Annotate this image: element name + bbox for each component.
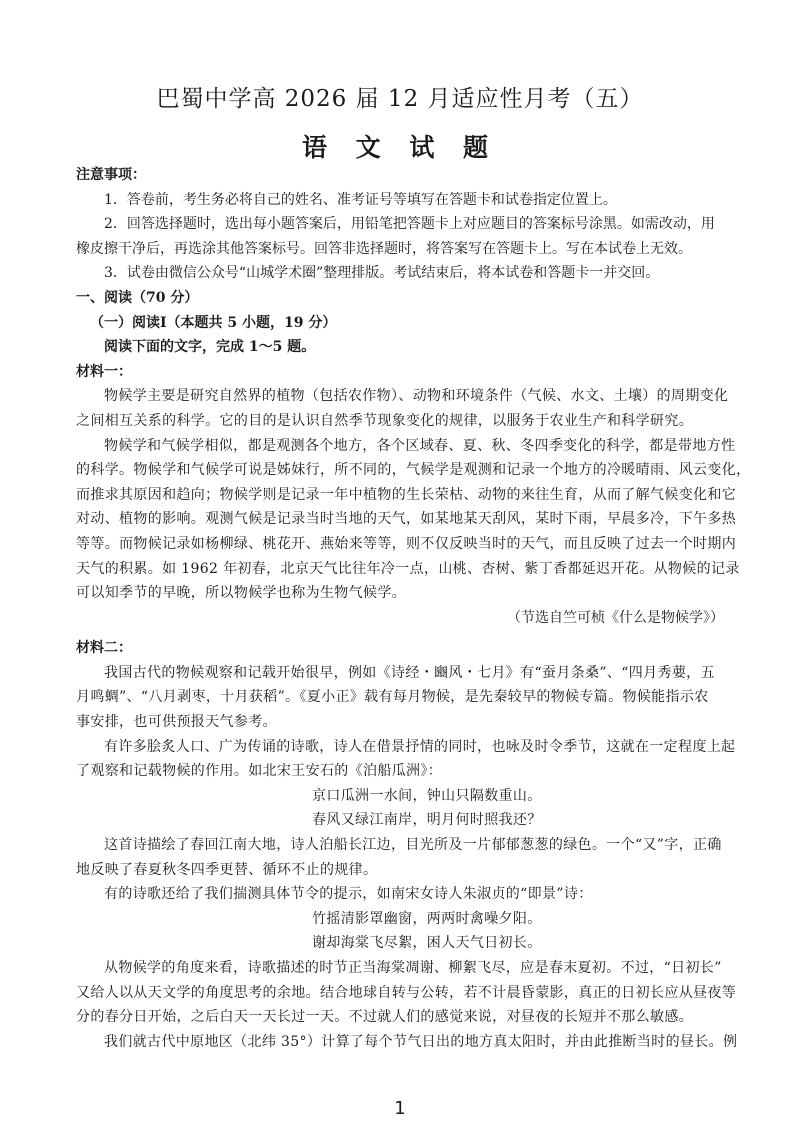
text-line: 天气的积累。如 1962 年初春，北京天气比往年冷一点，山桃、杏树、紫丁香都延迟开花。从物候的记录 [76, 560, 740, 577]
material2-label: 材料二： [76, 640, 132, 657]
poem-line: 竹摇清影罩幽窗，两两时禽噪夕阳。 [312, 910, 542, 927]
poem-line: 春风又绿江南岸，明月何时照我还？ [312, 812, 542, 829]
text-line: 可以知季节的早晚，所以物候学也称为生物气候学。 [76, 585, 407, 602]
poem-line: 谢却海棠飞尽絮，困人天气日初长。 [312, 935, 542, 952]
text-line: 等等。而物候记录如杨柳绿、桃花开、燕始来等等，则不仅反映当时的天气，而且反映了过去一个时期内 [76, 535, 737, 552]
exam-title: 巴蜀中学高 2026 届 12 月适应性月考（五） [156, 86, 644, 112]
text-line: 的科学。物候学和气候学可说是姊妹行，所不同的，气候学是观测和记录一个地方的冷暖晴雨、风云变化， [76, 462, 751, 479]
section-heading: 一、阅读（70 分） [76, 289, 199, 306]
text-line: 我们就古代中原地区（北纬 35°）计算了每个节气日出的地方真太阳时，并由此推断当时的昼长。例 [104, 1033, 738, 1050]
text-line: 地反映了春夏秋冬四季更替、循环不止的规律。 [76, 861, 378, 878]
note-item: 1．答卷前，考生务必将自己的姓名、准考证号等填写在答题卡和试卷指定位置上。 [104, 191, 617, 208]
text-line: 而推求其原因和趋向；物候学则是记录一年中植物的生长荣枯、动物的来往生育，从而了解气候变化和它 [76, 486, 737, 503]
reading-instruction: 阅读下面的文字，完成 1～5 题。 [104, 339, 316, 356]
note-item: 橡皮擦干净后，再选涂其他答案标号。回答非选择题时，将答案写在答题卡上。写在本试卷上无效。 [76, 240, 692, 257]
exam-content [76, 163, 751, 1054]
text-line: 分的春分日开始，之后白天一天长过一天。不过就人们的感觉来说，对昼夜的长短并不那么敏感。 [76, 1009, 694, 1026]
text-line: 有许多脍炙人口、广为传诵的诗歌，诗人在借景抒情的同时，也咏及时令季节，这就在一定程度上起 [104, 738, 736, 755]
text-line: 物候学和气候学相似，都是观测各个地方，各个区域春、夏、秋、冬四季变化的科学，都是带地方性 [104, 437, 736, 454]
notes-heading: 注意事项： [76, 167, 146, 183]
text-line: 从物候学的角度来看，诗歌描述的时节正当海棠凋谢、柳絮飞尽，应是春末夏初。不过，“日初长” [104, 960, 722, 976]
page-number: 1 [394, 1098, 406, 1119]
text-line: 月鸣蜩”、“八月剥枣，十月获稻”。《夏小正》载有每月物候，是先秦较早的物候专篇。物候能指示农 [76, 689, 709, 706]
text-line: 了观察和记载物候的作用。如北宋王安石的《泊船瓜洲》： [76, 763, 443, 780]
text-line: 对动、植物的影响。观测气候是记录当时当地的天气，如某地某天刮风，某时下雨，早晨多冷，下午多热 [76, 511, 737, 528]
text-line: 有的诗歌还给了我们揣测具体节令的提示，如南宋女诗人朱淑贞的“即景”诗： [104, 886, 593, 903]
subject-title: 语 文 试 题 [301, 133, 499, 162]
poem-line: 京口瓜洲一水间，钟山只隔数重山。 [312, 787, 542, 804]
material1-body [76, 384, 751, 605]
material1-label: 材料一： [76, 363, 132, 380]
text-line: 物候学主要是研究自然界的植物（包括农作物）、动物和环境条件（气候、水文、土壤）的周期变化 [104, 388, 729, 405]
material2-body [76, 661, 738, 1055]
text-line: 又给人以从天文学的角度思考的余地。结合地球自转与公转，若不计晨昏蒙影，真正的日初长应从昼夜等 [76, 984, 737, 1001]
sub-section-heading: （一）阅读Ⅰ（本题共 5 小题，19 分） [90, 314, 337, 331]
text-line: 这首诗描绘了春回江南大地，诗人泊船长江边，目光所及一片郁郁葱葱的绿色。一个“又”字，正确 [104, 837, 722, 854]
text-line: 之间相互关系的科学。它的目的是认识自然季节现象变化的规律，以服务于农业生产和科学研究。 [76, 412, 694, 429]
text-line: 事安排，也可供预报天气参考。 [76, 714, 277, 731]
material1-source: （节选自竺可桢《什么是物候学》） [507, 609, 724, 626]
note-item: 2．回答选择题时，选出每小题答案后，用铅笔把答题卡上对应题目的答案标号涂黑。如需改动，用 [104, 216, 715, 233]
note-item: 3．试卷由微信公众号“山城学术圈”整理排版。考试结束后，将本试卷和答题卡一并交回。 [104, 265, 660, 282]
text-line: 我国古代的物候观察和记载开始很早，例如《诗经・豳风・七月》有“蚕月条桑”、“四月秀葽，五 [104, 664, 715, 681]
